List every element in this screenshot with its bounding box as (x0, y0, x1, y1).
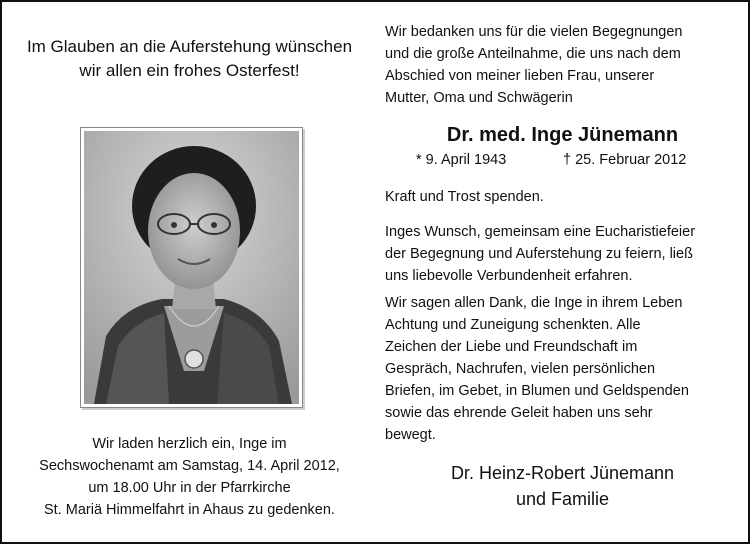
paragraph-line: uns liebevolle Verbundenheit erfahren. (385, 268, 633, 284)
paragraph-line: Achtung und Zuneigung schenkten. Alle (385, 317, 641, 333)
invitation-line: Wir laden herzlich ein, Inge im (92, 436, 287, 452)
invitation-line: um 18.00 Uhr in der Pfarrkirche (88, 480, 291, 496)
invitation-line: St. Mariä Himmelfahrt in Ahaus zu gedenken. (44, 502, 335, 518)
paragraph-line: Briefen, im Gebet, in Blumen und Geldspenden (385, 383, 689, 399)
intro-line: Wir bedanken uns für die vielen Begegnungen (385, 24, 683, 40)
paragraph-line: Inges Wunsch, gemeinsam eine Eucharistiefeier (385, 224, 696, 240)
intro-line: Abschied von meiner lieben Frau, unserer (385, 68, 655, 84)
signature (385, 460, 740, 512)
thanks-intro (385, 21, 740, 109)
invitation-text (10, 433, 369, 521)
death-date: † 25. Februar 2012 (563, 152, 687, 168)
invitation-line: Sechswochenamt am Samstag, 14. April 2012, (39, 458, 340, 474)
signature-line: und Familie (515, 489, 610, 509)
paragraph-line: Gespräch, Nachrufen, vielen persönlichen (385, 361, 656, 377)
signature-line: Dr. Heinz-Robert Jünemann (450, 463, 675, 483)
left-column (2, 2, 377, 542)
right-column (385, 2, 740, 542)
portrait-photo (80, 127, 303, 408)
intro-line: Mutter, Oma und Schwägerin (385, 90, 573, 106)
portrait-image (84, 131, 299, 404)
paragraph-thanks (385, 292, 740, 446)
paragraph-comfort: Kraft und Trost spenden. (385, 189, 544, 205)
paragraph-line: bewegt. (385, 427, 436, 443)
birth-date: * 9. April 1943 (416, 152, 507, 168)
deceased-name: Dr. med. Inge Jünemann (446, 124, 679, 146)
paragraph-line: der Begegnung und Auferstehung zu feiern, ließ (385, 246, 693, 262)
easter-greeting (12, 35, 367, 83)
paragraph-wish (385, 221, 740, 287)
easter-line: wir allen ein frohes Osterfest! (79, 61, 300, 80)
paragraph-line: Zeichen der Liebe und Freundschaft im (385, 339, 638, 355)
intro-line: und die große Anteilnahme, die uns nach dem (385, 46, 681, 62)
paragraph-line: sowie das ehrende Geleit haben uns sehr (385, 405, 653, 421)
paragraph-line: Wir sagen allen Dank, die Inge in ihrem Leben (385, 295, 683, 311)
easter-line: Im Glauben an die Auferstehung wünschen (26, 37, 353, 56)
